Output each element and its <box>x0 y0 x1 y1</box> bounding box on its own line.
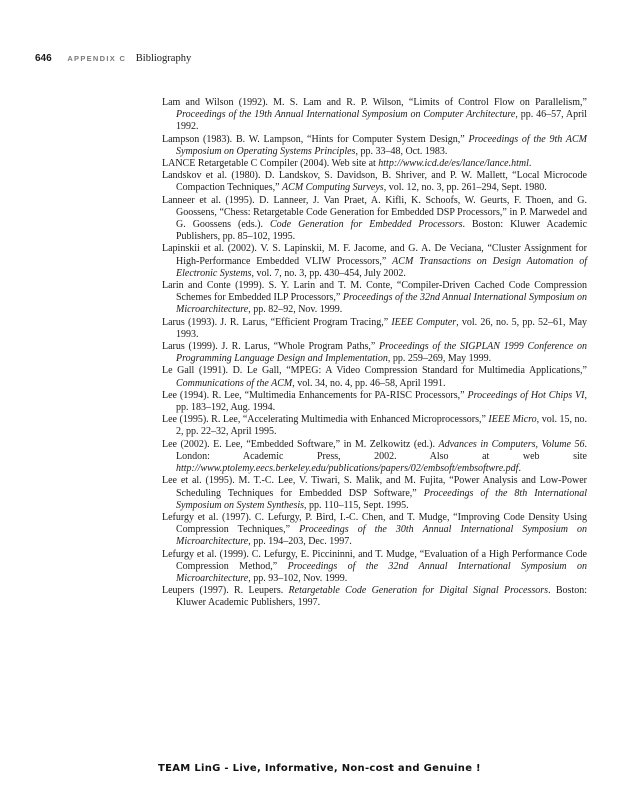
reference-italic-text: Proceedings of Hot Chips VI <box>467 389 585 401</box>
reference-text: Le Gall (1991). D. Le Gall, “MPEG: A Video Compression Standard for Multimedia Applications,” <box>162 365 587 377</box>
header-title: Bibliography <box>135 53 192 64</box>
reference-italic-text: Retargetable Code Generation for Digital Signal Processors <box>288 585 549 597</box>
page-number: 646 <box>35 53 52 64</box>
reference-italic-text: Proceedings of the 30th Annual International Symposium on Microarchitecture <box>176 524 587 548</box>
reference-text: , pp. 82–92, Nov. 1999. <box>248 304 343 316</box>
reference-entry <box>162 439 587 476</box>
reference-italic-text: http://www.ptolemy.eecs.berkeley.edu/publications/papers/02/embsoft/embsoftwre.pdf <box>176 463 519 475</box>
running-header <box>35 52 191 66</box>
reference-entry <box>162 475 587 512</box>
reference-text: , vol. 26, no. 5, pp. 52–61, May 1993. <box>176 316 588 340</box>
reference-italic-text: Proceedings of the 19th Annual International Symposium on Computer Architecture <box>176 109 516 121</box>
reference-text: LANCE Retargetable C Compiler (2004). Web site at <box>162 158 379 170</box>
reference-text: , pp. 33–48, Oct. 1983. <box>355 145 448 157</box>
reference-text: Lee et al. (1995). M. T.-C. Lee, V. Tiwari, S. Malik, and M. Fujita, “Power Analysis and Low-Power Scheduling Techniques for Embedded DSP Software,” <box>162 475 587 499</box>
reference-entry <box>162 317 587 341</box>
reference-text: , vol. 7, no. 3, pp. 430–454, July 2002. <box>251 267 406 279</box>
reference-entry <box>162 549 587 586</box>
reference-list <box>162 97 587 610</box>
reference-text: Lampson (1983). B. W. Lampson, “Hints for Computer System Design,” <box>162 133 469 145</box>
reference-text: , pp. 194–203, Dec. 1997. <box>248 536 352 548</box>
reference-italic-text: IEEE Micro <box>488 414 537 426</box>
reference-italic-text: Proceedings of the SIGPLAN 1999 Conference on Programming Language Design and Implementation <box>176 341 587 365</box>
reference-entry <box>162 341 587 365</box>
reference-text: Lee (1995). R. Lee, “Accelerating Multimedia with Enhanced Microprocessors,” <box>162 414 489 426</box>
reference-text: , vol. 34, no. 4, pp. 46–58, April 1991. <box>292 377 446 389</box>
reference-text: . <box>528 158 532 170</box>
reference-text: Lefurgy et al. (1999). C. Lefurgy, E. Piccininni, and T. Mudge, “Evaluation of a High Performance Code Compression Method,” <box>162 548 587 572</box>
reference-text: . <box>518 463 521 475</box>
reference-italic-text: Proceedings of the 32nd Annual International Symposium on Microarchitecture <box>176 292 588 316</box>
reference-text: Lee (2002). E. Lee, “Embedded Software,” in M. Zelkowitz (ed.). <box>162 438 439 450</box>
reference-text: Lam and Wilson (1992). M. S. Lam and R. P. Wilson, “Limits of Control Flow on Parallelism,” <box>162 97 587 108</box>
reference-entry <box>162 280 587 317</box>
reference-text: Larus (1993). J. R. Larus, “Efficient Program Tracing,” <box>162 316 392 328</box>
footer-watermark: TEAM LinG - Live, Informative, Non-cost and Genuine ! <box>158 763 481 774</box>
reference-text: Lapinskii et al. (2002). V. S. Lapinskii, M. F. Jacome, and G. A. De Veciana, “Cluster Assignment for High-Performance Embedded VLIW Processors,” <box>162 243 587 267</box>
reference-italic-text: Code Generation for Embedded Processors <box>269 219 463 231</box>
reference-text: Lee (1994). R. Lee, “Multimedia Enhancements for PA-RISC Processors,” <box>162 389 468 401</box>
reference-text: Larus (1999). J. R. Larus, “Whole Program Paths,” <box>162 341 380 353</box>
reference-entry <box>162 134 587 158</box>
reference-text: , pp. 46–57, April 1992. <box>176 109 587 133</box>
reference-text: Larin and Conte (1999). S. Y. Larin and T. M. Conte, “Compiler-Driven Cached Code Compression Schemes for Embedded ILP Processors,” <box>162 280 587 304</box>
reference-text: Landskov et al. (1980). D. Landskov, S. Davidson, B. Shriver, and P. W. Mallett, “Local Microcode Compaction Techniques,” <box>162 170 587 194</box>
reference-text: , pp. 93–102, Nov. 1999. <box>248 572 348 584</box>
appendix-label: APPENDIX C <box>67 54 127 63</box>
reference-entry <box>162 158 587 170</box>
reference-entry <box>162 414 587 438</box>
reference-text: . London: Academic Press, 2002. Also at web site <box>176 438 587 462</box>
reference-text: , vol. 15, no. 2, pp. 22–32, April 1995. <box>176 414 587 438</box>
reference-text: Lefurgy et al. (1997). C. Lefurgy, P. Bird, I.-C. Chen, and T. Mudge, “Improving Code Density Using Compression Techniques,” <box>162 511 587 536</box>
reference-text: , vol. 12, no. 3, pp. 261–294, Sept. 1980. <box>383 182 547 194</box>
reference-italic-text: Proceedings of the 8th International Symposium on System Synthesis <box>176 487 587 511</box>
reference-entry <box>162 97 587 134</box>
reference-text: , pp. 183–192, Aug. 1994. <box>176 389 588 414</box>
reference-italic-text: http://www.icd.de/es/lance/lance.html <box>378 158 529 170</box>
reference-entry <box>162 390 587 414</box>
reference-entry <box>162 195 587 244</box>
reference-text: . Boston: Kluwer Academic Publishers, 1997. <box>176 585 588 609</box>
reference-italic-text: IEEE Computer <box>391 316 457 328</box>
reference-text: , pp. 259–269, May 1999. <box>387 353 492 365</box>
reference-entry <box>162 365 587 389</box>
reference-text: , pp. 110–115, Sept. 1995. <box>304 499 409 511</box>
reference-italic-text: ACM Computing Surveys <box>282 182 384 194</box>
reference-italic-text: Advances in Computers, Volume 56 <box>438 438 585 450</box>
reference-text: Leupers (1997). R. Leupers. <box>162 585 289 597</box>
reference-entry <box>162 585 587 609</box>
reference-italic-text: Communications of the ACM <box>176 377 293 389</box>
reference-italic-text: Proceedings of the 32nd Annual International Symposium on Microarchitecture <box>176 560 588 584</box>
reference-italic-text: ACM Transactions on Design Automation of Electronic Systems <box>176 255 587 279</box>
reference-entry <box>162 243 587 280</box>
reference-entry <box>162 170 587 194</box>
reference-italic-text: Proceedings of the 9th ACM Symposium on Operating Systems Principles <box>176 133 587 157</box>
reference-entry <box>162 512 587 549</box>
reference-text: Lanneer et al. (1995). D. Lanneer, J. Van Praet, A. Kifli, K. Schoofs, W. Geurts, F. Thoen, and G. Goossens, “Chess: Retargetable Code Generation for Embedded DSP Processors,” in P. Marwedel and G. Goossens (eds.). <box>162 194 587 231</box>
reference-text: . Boston: Kluwer Academic Publishers, pp. 85–102, 1995. <box>176 219 588 243</box>
